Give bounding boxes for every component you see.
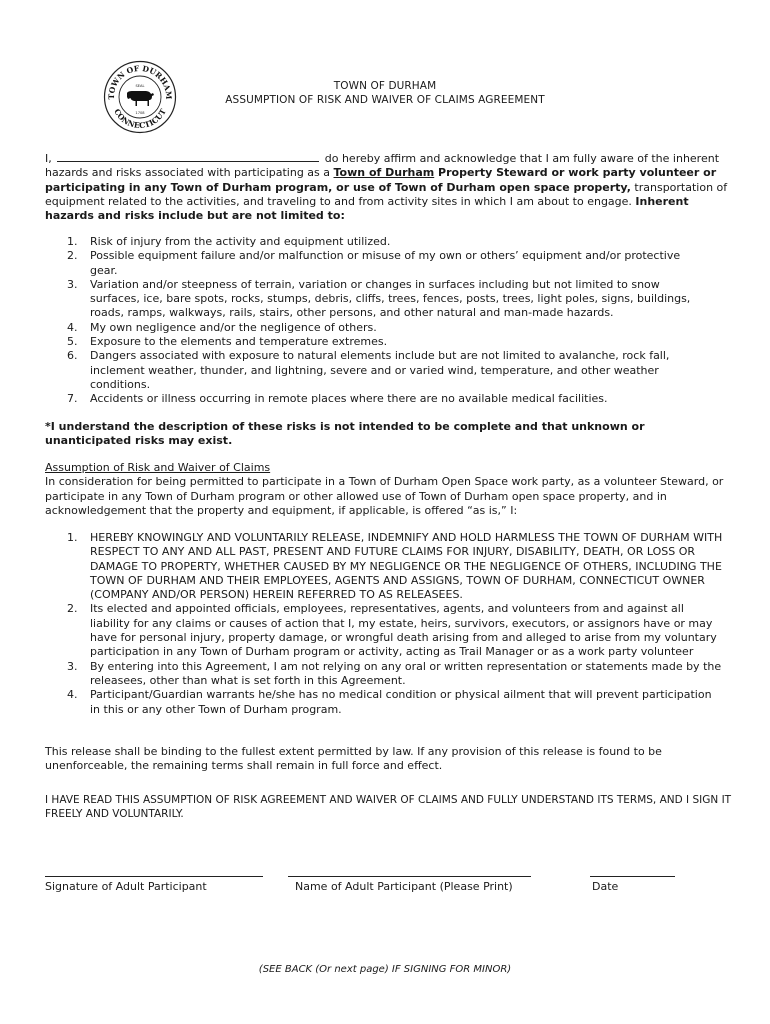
list-item bbox=[45, 531, 725, 602]
list-item-number: 6. bbox=[67, 349, 78, 363]
list-item-number: 4. bbox=[67, 320, 78, 334]
list-item bbox=[45, 349, 705, 392]
town-name-underlined: Town of Durham bbox=[333, 166, 435, 180]
printed-name-line[interactable] bbox=[288, 876, 531, 877]
list-item-text: Exposure to the elements and temperature extremes. bbox=[90, 335, 388, 349]
list-item bbox=[45, 392, 705, 406]
seal-bottom-text: CONNECTICUT bbox=[112, 107, 168, 131]
list-item-number: 5. bbox=[67, 335, 78, 349]
list-item-number: 7. bbox=[67, 392, 78, 406]
signature-line[interactable] bbox=[45, 876, 263, 877]
list-item bbox=[45, 335, 705, 349]
list-item-text: Risk of injury from the activity and equipment utilized. bbox=[90, 235, 391, 248]
intro-prefix: I, bbox=[45, 152, 52, 165]
intro-text-3: transportation of equipment related to the activities, and traveling to and from activity sites in which I am about to engage. bbox=[45, 180, 728, 208]
list-item-number: 3. bbox=[67, 659, 78, 673]
list-item-number: 1. bbox=[67, 531, 78, 544]
date-line[interactable] bbox=[590, 876, 675, 877]
list-item-number: 2. bbox=[67, 602, 78, 616]
assumption-body: In consideration for being permitted to participate in a Town of Durham Open Space work party, as a volunteer Steward, or participate in any Town of Durham program or other allowed use of Town of Durham open space property, and in acknowledgement that the property and equipment, if applicable, is offered “as is,” I: bbox=[45, 475, 724, 517]
seal-center-label: SEAL bbox=[135, 84, 145, 88]
intro-text-4: Inherent hazards and risks include but are not limited to: bbox=[45, 194, 689, 223]
participant-name-blank[interactable] bbox=[57, 150, 319, 162]
seal-top-text: TOWN OF DURHAM bbox=[106, 63, 174, 100]
list-item-text: Variation and/or steepness of terrain, variation or changes in surfaces including but not limited to snow surfaces, ice, bare spots, rocks, stumps, debris, cliffs, trees, fences, posts, trees, light poles, signs, buildings, roads, ramps, walkways, rails, stairs, other persons, and other natural and man-made hazards. bbox=[90, 277, 691, 320]
intro-text-1: do hereby affirm and acknowledge that I am fully aware of the inherent hazards and risks associated with participating as a bbox=[45, 152, 720, 180]
signature-label: Signature of Adult Participant bbox=[45, 880, 207, 893]
seal-year: 1708 bbox=[135, 111, 145, 115]
list-item-number: 3. bbox=[67, 277, 78, 291]
list-item-number: 2. bbox=[67, 249, 78, 263]
list-item-number: 4. bbox=[67, 688, 78, 702]
hazards-list bbox=[45, 235, 705, 407]
list-item-text: HEREBY KNOWINGLY AND VOLUNTARILY RELEASE, INDEMNIFY AND HOLD HARMLESS THE TOWN OF DURHAM WITH RESPECT TO ANY AND ALL PAST, PRESENT AND FUTURE CLAIMS FOR INJURY, DISABILITY, DEATH, OR LOSS OR DAMAGE TO PROPERTY, WHETHER CAUSED BY MY NEGLIGENCE OR THE NEGLIGENCE OF OTHERS, INCLUDING THE TOWN OF DURHAM AND THEIR EMPLOYEES, AGENTS AND ASSIGNS, TOWN OF DURHAM, CONNECTICUT OWNER (COMPANY AND/OR PERSON) HEREIN REFERRED TO AS RELEASEES. bbox=[90, 531, 723, 602]
list-item-text: My own negligence and/or the negligence of others. bbox=[90, 320, 377, 334]
list-item-number: 1. bbox=[67, 235, 78, 248]
risk-note: *I understand the description of these risks is not intended to be complete and that unknown or unanticipated risks may exist. bbox=[45, 420, 645, 448]
list-item bbox=[45, 688, 725, 717]
assumption-section bbox=[45, 461, 735, 518]
document-title: ASSUMPTION OF RISK AND WAIVER OF CLAIMS AGREEMENT bbox=[225, 94, 545, 106]
release-list bbox=[45, 531, 725, 717]
assumption-heading: Assumption of Risk and Waiver of Claims bbox=[45, 461, 271, 474]
list-item bbox=[45, 602, 725, 659]
list-item bbox=[45, 660, 725, 689]
list-item bbox=[45, 278, 705, 321]
list-item-text: By entering into this Agreement, I am not relying on any oral or written representation or statements made by the releasees, other than what is set forth in this Agreement. bbox=[90, 659, 722, 687]
acknowledgement-paragraph: I HAVE READ THIS ASSUMPTION OF RISK AGREEMENT AND WAIVER OF CLAIMS AND FULLY UNDERSTAND ITS TERMS, AND I SIGN IT FREELY AND VOLUNTARILY. bbox=[45, 794, 732, 821]
town-seal-logo bbox=[103, 60, 177, 134]
printed-name-label: Name of Adult Participant (Please Print) bbox=[295, 880, 513, 893]
list-item-text: Accidents or illness occurring in remote places where there are no available medical facilities. bbox=[90, 392, 608, 406]
list-item bbox=[45, 321, 705, 335]
date-label: Date bbox=[592, 880, 619, 893]
intro-text-2: Property Steward or work party volunteer or participating in any Town of Durham program, or use of Town of Durham open space property, bbox=[45, 166, 717, 194]
minor-note-footer: (SEE BACK (Or next page) IF SIGNING FOR MINOR) bbox=[258, 964, 512, 975]
binding-paragraph: This release shall be binding to the fullest extent permitted by law. If any provision of this release is found to be unenforceable, the remaining terms shall remain in full force and effect. bbox=[45, 745, 662, 773]
list-item-text: Possible equipment failure and/or malfunction or misuse of my own or others’ equipment and/or protective gear. bbox=[90, 249, 681, 277]
list-item bbox=[45, 249, 705, 278]
document-header bbox=[200, 79, 570, 107]
intro-paragraph bbox=[45, 150, 735, 223]
list-item-text: Its elected and appointed officials, employees, representatives, agents, and volunteers from and against all liability for any claims or causes of action that I, my estate, heirs, survivors, executors, or assignors have or may have for personal injury, property damage, or wrongful death arising from and alleged to arise from my voluntary participation in any Town of Durham program or activity, acting as Trail Manager or as a work party volunteer bbox=[90, 602, 717, 659]
list-item bbox=[45, 235, 705, 249]
list-item-text: Participant/Guardian warrants he/she has no medical condition or physical ailment that will prevent participation in this or any other Town of Durham program. bbox=[90, 688, 712, 716]
town-title: TOWN OF DURHAM bbox=[333, 80, 437, 92]
list-item-text: Dangers associated with exposure to natural elements include but are not limited to avalanche, rock fall, inclement weather, thunder, and lightning, severe and or varied wind, temperature, and other weather conditions. bbox=[90, 349, 670, 391]
